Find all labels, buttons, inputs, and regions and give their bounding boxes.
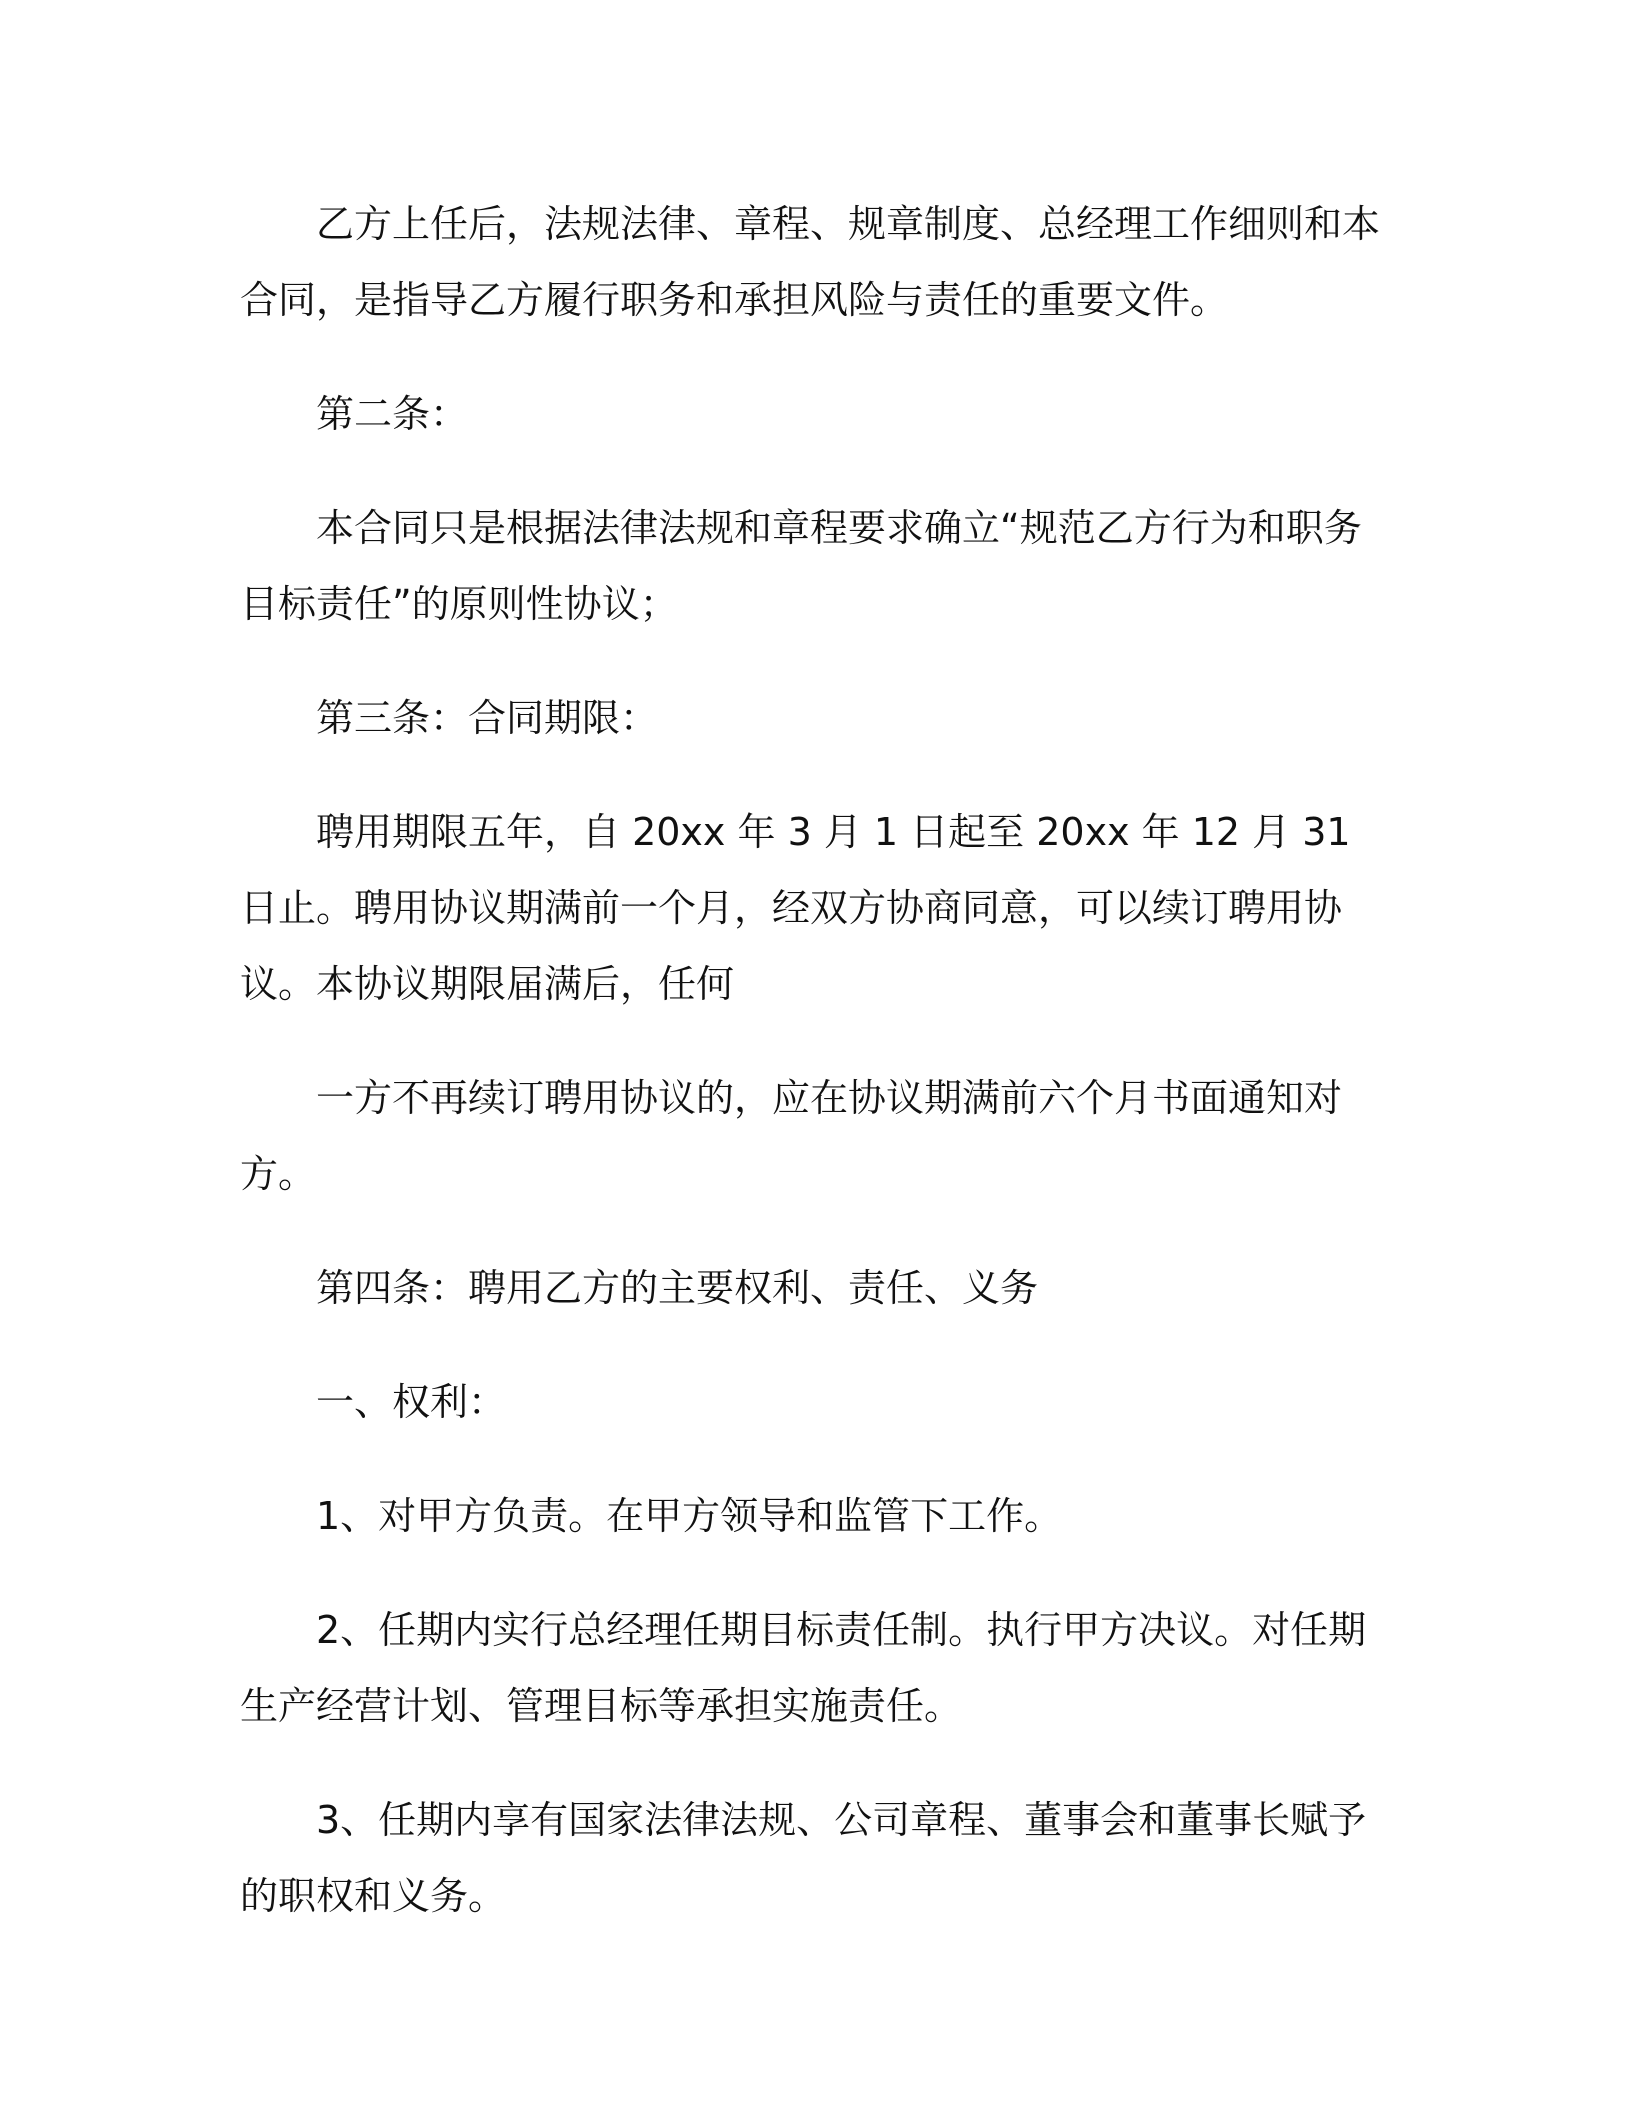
contract-term-text: 聘用期限五年，自 20xx 年 3 月 1 日起至 20xx 年 12 月 31 日止。聘用协议期满前一个月，经双方协商同意，可以续订聘用协议。本协议期限届满后，任何 [240, 810, 1351, 1006]
article-4-heading: 第四条：聘用乙方的主要权利、责任、义务 [316, 1266, 1039, 1310]
article-2-text: 本合同只是根据法律法规和章程要求确立“规范乙方行为和职务目标责任”的原则性协议； [240, 506, 1362, 626]
renewal-notice-text: 一方不再续订聘用协议的，应在协议期满前六个月书面通知对方。 [240, 1076, 1343, 1196]
paragraph-responsibility-documents: 乙方上任后，法规法律、章程、规章制度、总经理工作细则和本合同，是指导乙方履行职务和承担风险与责任的重要文件。 [240, 202, 1381, 322]
right-item-3: 3、任期内享有国家法律法规、公司章程、董事会和董事长赋予的职权和义务。 [240, 1798, 1367, 1918]
article-3-heading: 第三条：合同期限： [316, 696, 659, 740]
rights-heading: 一、权利： [316, 1380, 507, 1424]
right-item-1: 1、对甲方负责。在甲方领导和监管下工作。 [316, 1494, 1063, 1538]
document-body [240, 186, 1380, 1972]
article-2-heading: 第二条： [316, 392, 469, 436]
right-item-2: 2、任期内实行总经理任期目标责任制。执行甲方决议。对任期生产经营计划、管理目标等承担实施责任。 [240, 1608, 1367, 1728]
